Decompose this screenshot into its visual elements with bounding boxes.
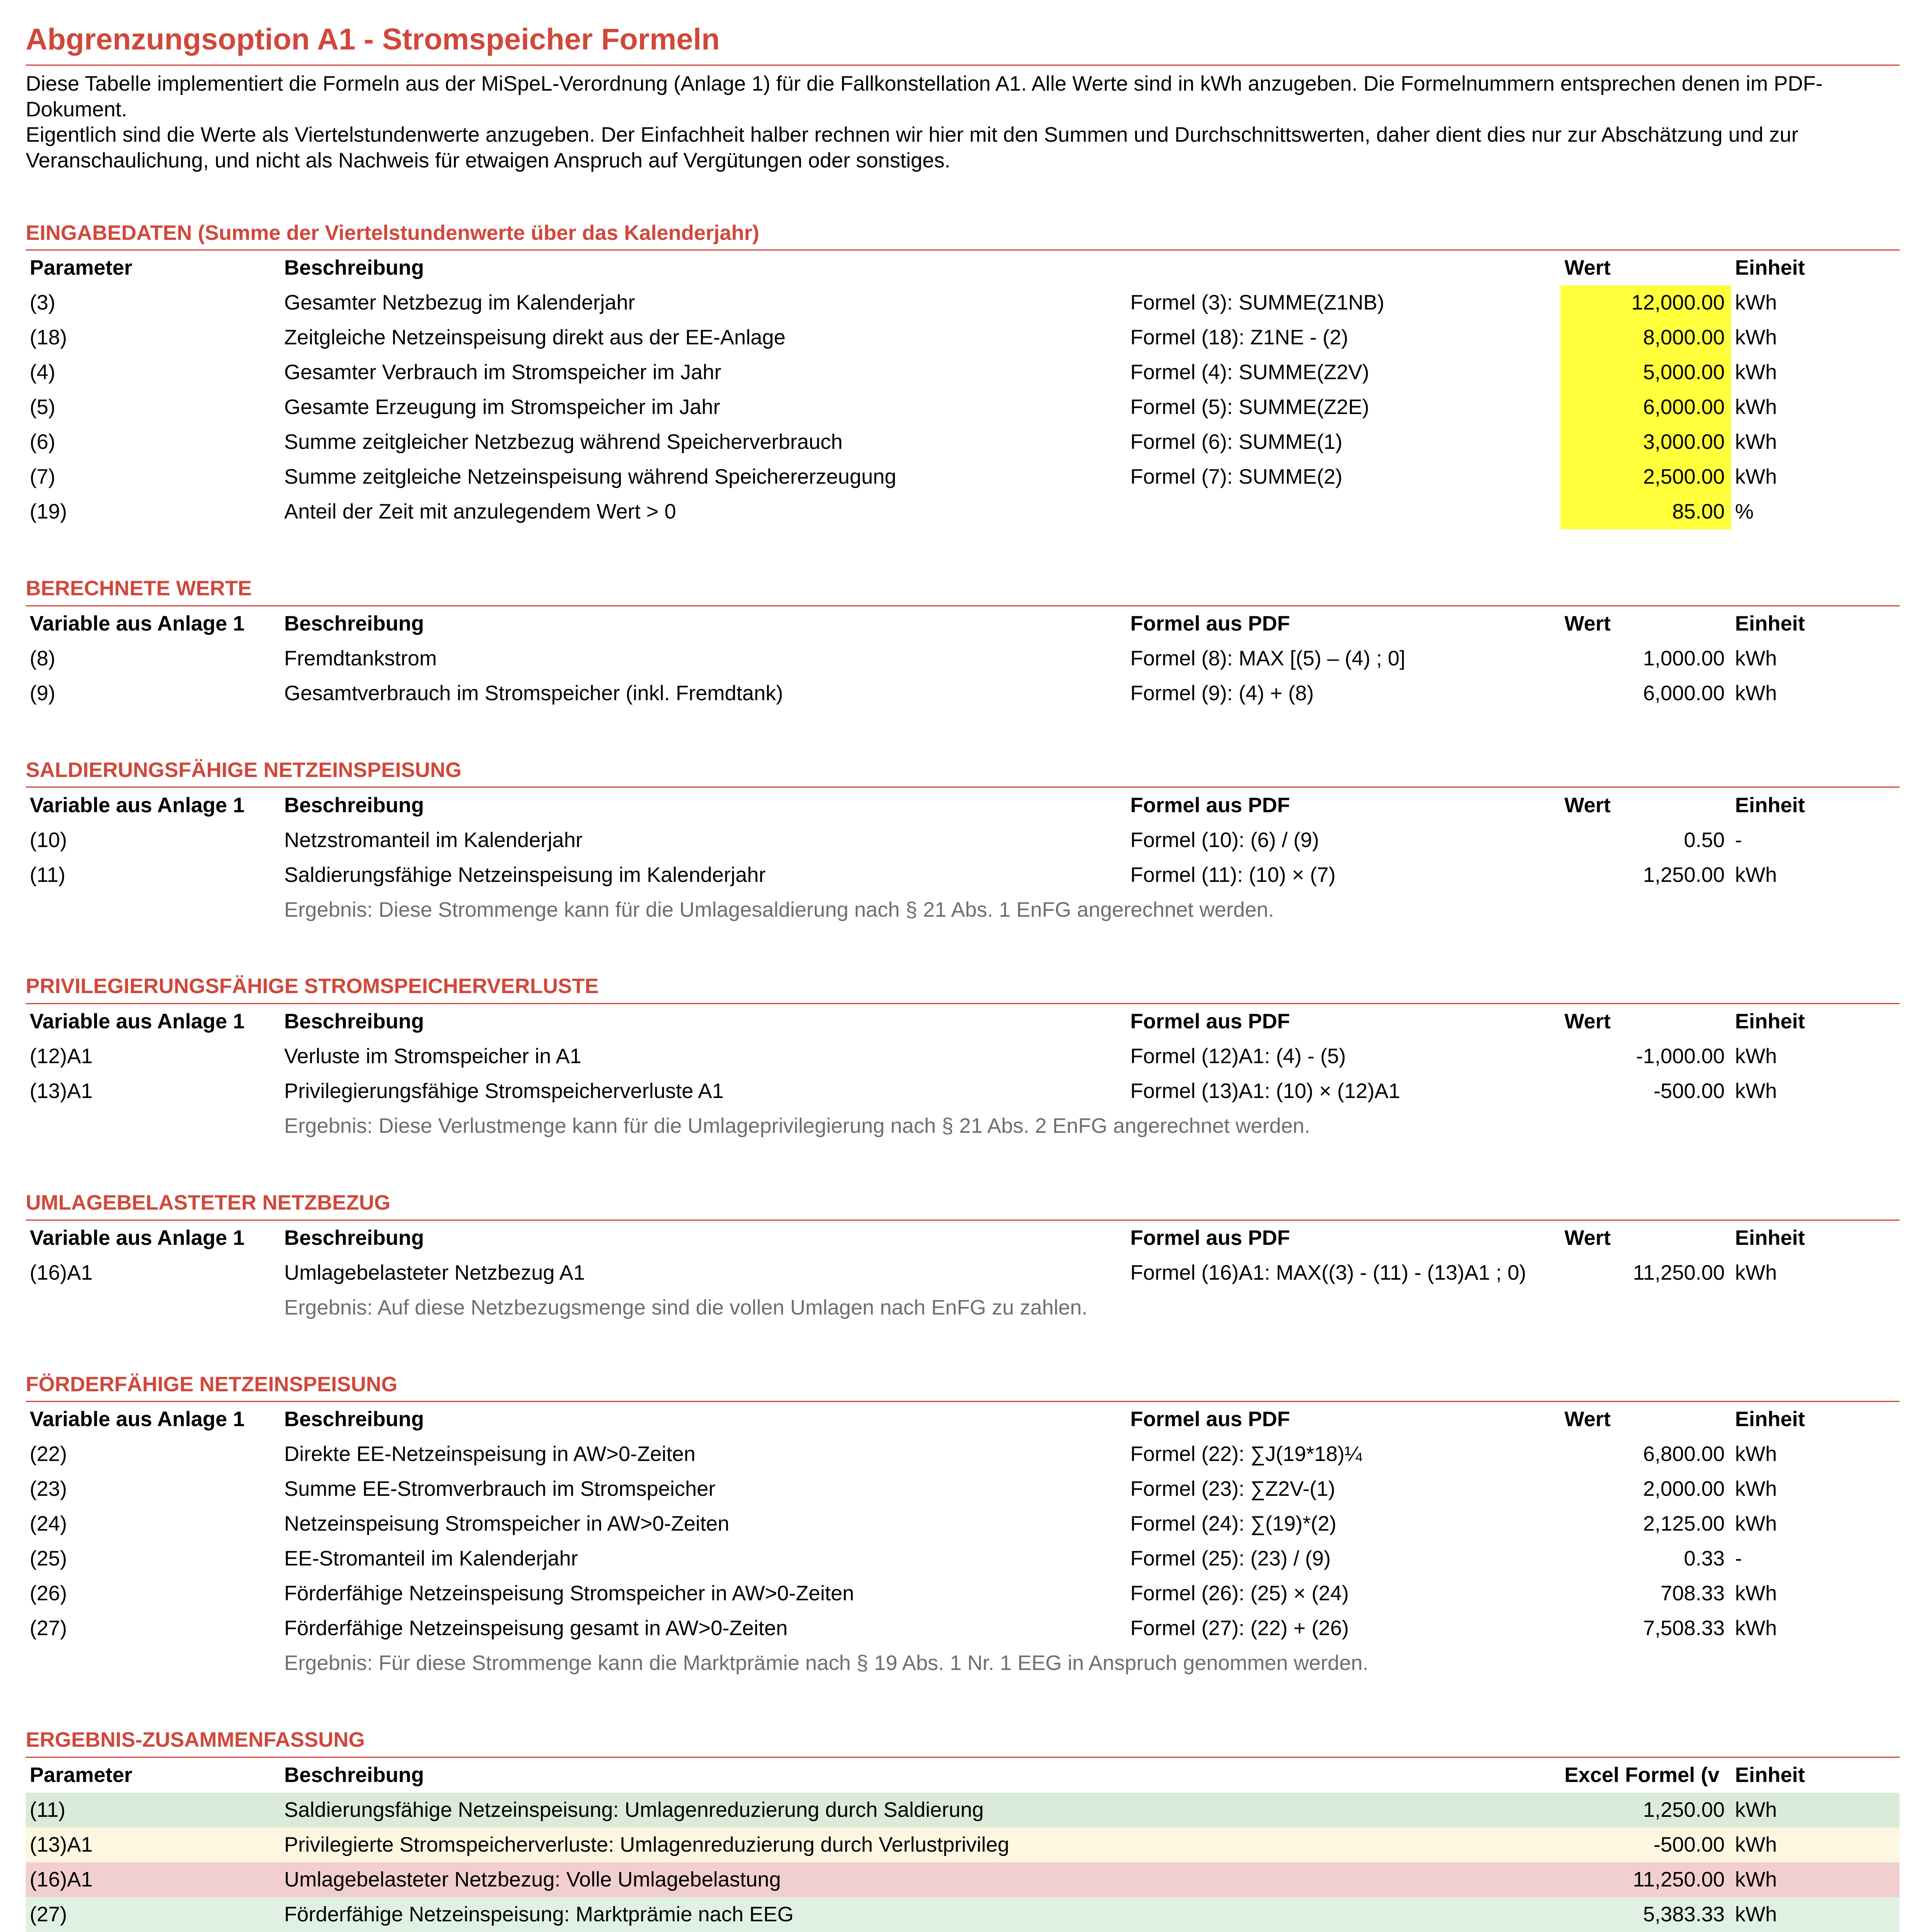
table-row — [26, 460, 1900, 494]
value-cell[interactable]: 6,000.00 — [1643, 682, 1725, 705]
unit-cell[interactable]: kWh — [1735, 1477, 1777, 1501]
result-note[interactable]: Ergebnis: Für diese Strommenge kann die Marktprämie nach § 19 Abs. 1 Nr. 1 EEG in Anspruch genommen werden. — [284, 1651, 1369, 1675]
header-cell[interactable]: Variable aus Anlage 1 — [30, 612, 245, 636]
table-row — [26, 1506, 1900, 1541]
header-cell[interactable]: Einheit — [1735, 256, 1805, 280]
value-cell[interactable]: 708.33 — [1660, 1582, 1725, 1605]
table-header-row — [26, 1758, 1900, 1793]
table-row — [26, 641, 1900, 676]
table-header-row — [26, 606, 1900, 641]
empty-cell[interactable] — [26, 1109, 280, 1144]
section-foerderung — [26, 1372, 1900, 1681]
formula-cell[interactable]: Formel (7): SUMME(2) — [1130, 465, 1342, 489]
table-header-row — [26, 1402, 1900, 1437]
header-cell[interactable]: Beschreibung — [284, 612, 424, 636]
param-cell[interactable]: (9) — [30, 682, 55, 705]
empty-cell[interactable] — [26, 1646, 280, 1681]
unit-cell[interactable]: - — [1735, 828, 1742, 852]
input-value-cell[interactable]: 2,500.00 — [1560, 460, 1731, 494]
summary-row — [26, 1897, 1900, 1932]
header-cell[interactable]: Beschreibung — [284, 256, 424, 280]
formula-cell[interactable]: Formel (25): (23) / (9) — [1130, 1547, 1331, 1571]
section-title: PRIVILEGIERUNGSFÄHIGE STROMSPEICHERVERLUSTE — [26, 974, 1900, 1004]
header-cell[interactable]: Einheit — [1735, 793, 1805, 817]
value-cell[interactable]: 0.50 — [1684, 828, 1725, 852]
value-cell[interactable]: -1,000.00 — [1636, 1045, 1725, 1068]
param-cell[interactable]: (27) — [26, 1897, 280, 1932]
table-row — [26, 285, 1900, 320]
header-cell[interactable]: Wert — [1564, 1408, 1611, 1431]
header-cell[interactable]: Excel Formel (v — [1564, 1763, 1720, 1787]
calculated-table — [26, 606, 1900, 711]
section-berechnete-werte — [26, 576, 1900, 711]
table-row — [26, 425, 1900, 460]
table-header-row — [26, 788, 1900, 823]
result-note-row — [26, 1109, 1900, 1144]
section-privilegierung — [26, 974, 1900, 1144]
section-saldierung — [26, 758, 1900, 927]
result-note-row — [26, 1646, 1900, 1681]
value-cell[interactable]: 1,250.00 — [1560, 1793, 1731, 1828]
param-cell[interactable]: (16)A1 — [30, 1261, 93, 1284]
unit-cell[interactable]: kWh — [1735, 682, 1777, 705]
header-cell[interactable]: Parameter — [30, 256, 133, 280]
input-value-cell[interactable]: 85.00 — [1560, 494, 1731, 529]
unit-cell[interactable]: kWh — [1735, 1512, 1777, 1536]
section-title: ERGEBNIS-ZUSAMMENFASSUNG — [26, 1727, 1900, 1758]
header-cell[interactable]: Formel aus PDF — [1130, 612, 1290, 636]
unit-cell[interactable]: % — [1735, 500, 1754, 524]
table-row — [26, 494, 1900, 529]
param-cell[interactable]: (6) — [30, 430, 55, 454]
unit-cell[interactable]: kWh — [1731, 1862, 1900, 1897]
table-row — [26, 1074, 1900, 1109]
unit-cell[interactable]: kWh — [1735, 863, 1777, 887]
description-cell[interactable]: Gesamter Netzbezug im Kalenderjahr — [284, 291, 635, 315]
page-title: Abgrenzungsoption A1 - Stromspeicher Formeln — [26, 21, 1900, 66]
value-cell[interactable]: 0.33 — [1684, 1547, 1725, 1571]
param-cell[interactable]: (8) — [30, 647, 55, 671]
sheet-content — [26, 21, 1900, 1932]
table-row — [26, 1576, 1900, 1611]
value-cell[interactable]: 7,508.33 — [1643, 1617, 1725, 1640]
header-cell[interactable]: Variable aus Anlage 1 — [30, 793, 245, 817]
unit-cell[interactable]: kWh — [1735, 361, 1777, 384]
header-cell[interactable]: Formel aus PDF — [1130, 1408, 1290, 1431]
unit-cell[interactable]: kWh — [1735, 1442, 1777, 1466]
description-cell[interactable]: Summe EE-Stromverbrauch im Stromspeicher — [284, 1477, 716, 1501]
formula-cell[interactable]: Formel (22): ∑J(19*18)¼ — [1130, 1442, 1362, 1466]
header-cell[interactable]: Variable aus Anlage 1 — [30, 1226, 245, 1250]
table-row — [26, 1437, 1900, 1472]
saldierung-table — [26, 788, 1900, 927]
section-title: UMLAGEBELASTETER NETZBEZUG — [26, 1190, 1900, 1221]
formula-cell[interactable]: Formel (18): Z1NE - (2) — [1130, 326, 1348, 350]
table-header-row — [26, 251, 1900, 285]
value-cell[interactable]: -500.00 — [1653, 1079, 1725, 1103]
unit-cell[interactable]: kWh — [1735, 291, 1777, 315]
header-cell[interactable]: Einheit — [1735, 1226, 1805, 1250]
input-value-cell[interactable]: 5,000.00 — [1560, 355, 1731, 390]
value-cell[interactable]: 6,800.00 — [1643, 1442, 1725, 1466]
unit-cell[interactable]: kWh — [1735, 395, 1777, 419]
header-cell[interactable]: Wert — [1564, 1010, 1611, 1033]
description-cell[interactable]: Förderfähige Netzeinspeisung Stromspeicher in AW>0-Zeiten — [284, 1582, 854, 1605]
table-row — [26, 1541, 1900, 1576]
param-cell[interactable]: (26) — [30, 1582, 67, 1605]
formula-cell[interactable]: Formel (3): SUMME(Z1NB) — [1130, 291, 1384, 315]
unit-cell[interactable]: - — [1735, 1547, 1742, 1571]
formula-cell[interactable]: Formel (10): (6) / (9) — [1130, 828, 1319, 852]
value-cell[interactable]: 5,383.33 — [1560, 1897, 1731, 1932]
input-table — [26, 251, 1900, 529]
description-cell[interactable]: Zeitgleiche Netzeinspeisung direkt aus der EE-Anlage — [284, 326, 786, 350]
intro-paragraph-2: Eigentlich sind die Werte als Viertelstundenwerte anzugeben. Der Einfachheit halber rechnen wir hier mit den Summen und Durchschnittswerten, daher dient dies nur zur Abschätzung und zur Veranschaulichung, und nicht als Nachweis für etwaigen Anspruch auf Vergütungen oder sonstiges. — [26, 123, 1799, 172]
description-cell[interactable]: Saldierungsfähige Netzeinspeisung: Umlagenreduzierung durch Saldierung — [280, 1793, 1560, 1828]
param-cell[interactable]: (27) — [30, 1617, 67, 1640]
param-cell[interactable]: (25) — [30, 1547, 67, 1571]
unit-cell[interactable]: kWh — [1735, 465, 1777, 489]
header-cell[interactable]: Einheit — [1735, 612, 1805, 636]
unit-cell[interactable]: kWh — [1735, 326, 1777, 350]
result-note[interactable]: Ergebnis: Diese Verlustmenge kann für die Umlageprivilegierung nach § 21 Abs. 2 EnFG angerechnet werden. — [284, 1114, 1310, 1138]
section-title: EINGABEDATEN (Summe der Viertelstundenwerte über das Kalenderjahr) — [26, 220, 1900, 251]
unit-cell[interactable]: kWh — [1731, 1897, 1900, 1932]
param-cell[interactable]: (11) — [30, 863, 66, 887]
formula-cell[interactable]: Formel (8): MAX [(5) – (4) ; 0] — [1130, 647, 1406, 671]
description-cell[interactable]: Umlagebelasteter Netzbezug: Volle Umlagebelastung — [280, 1862, 1560, 1897]
param-cell[interactable]: (13)A1 — [30, 1079, 93, 1103]
param-cell[interactable]: (4) — [30, 361, 55, 384]
description-cell[interactable]: Privilegierte Stromspeicherverluste: Umlagenreduzierung durch Verlustprivileg — [280, 1828, 1560, 1862]
description-cell[interactable]: Umlagebelasteter Netzbezug A1 — [284, 1261, 585, 1284]
table-row — [26, 1039, 1900, 1074]
value-cell[interactable]: 11,250.00 — [1560, 1862, 1731, 1897]
unit-cell[interactable]: kWh — [1735, 1045, 1777, 1068]
section-title: FÖRDERFÄHIGE NETZEINSPEISUNG — [26, 1372, 1900, 1402]
param-cell[interactable]: (3) — [30, 291, 55, 315]
table-row — [26, 1611, 1900, 1646]
section-ergebnis — [26, 1727, 1900, 1932]
empty-cell[interactable] — [26, 892, 280, 927]
foerder-table — [26, 1402, 1900, 1681]
unit-cell[interactable]: kWh — [1735, 647, 1777, 671]
param-cell[interactable]: (18) — [30, 326, 67, 350]
result-note[interactable]: Ergebnis: Auf diese Netzbezugsmenge sind die vollen Umlagen nach EnFG zu zahlen. — [284, 1296, 1088, 1319]
description-cell[interactable]: Gesamte Erzeugung im Stromspeicher im Jahr — [284, 395, 720, 419]
value-cell[interactable]: 2,000.00 — [1643, 1477, 1725, 1501]
table-header-row — [26, 1004, 1900, 1039]
table-row — [26, 1256, 1900, 1290]
input-value-cell[interactable]: 3,000.00 — [1560, 425, 1731, 460]
unit-cell[interactable]: kWh — [1735, 1261, 1777, 1284]
input-value-cell[interactable]: 6,000.00 — [1560, 390, 1731, 425]
description-cell[interactable]: Fremdtankstrom — [284, 647, 437, 671]
formula-cell[interactable]: Formel (5): SUMME(Z2E) — [1130, 395, 1369, 419]
header-cell[interactable]: Variable aus Anlage 1 — [30, 1408, 245, 1431]
formula-cell[interactable]: Formel (6): SUMME(1) — [1130, 430, 1342, 454]
table-header-row — [26, 1221, 1900, 1256]
input-value-cell[interactable]: 12,000.00 — [1560, 285, 1731, 320]
description-cell[interactable]: Saldierungsfähige Netzeinspeisung im Kalenderjahr — [284, 863, 766, 887]
header-cell[interactable]: Variable aus Anlage 1 — [30, 1010, 245, 1033]
header-cell[interactable]: Einheit — [1735, 1408, 1805, 1431]
header-cell[interactable]: Formel aus PDF — [1130, 1226, 1290, 1250]
section-umlage — [26, 1190, 1900, 1325]
formula-cell[interactable]: Formel (13)A1: (10) × (12)A1 — [1130, 1079, 1400, 1103]
param-cell[interactable]: (22) — [30, 1442, 67, 1466]
param-cell[interactable]: (11) — [26, 1793, 280, 1828]
param-cell[interactable]: (16)A1 — [26, 1862, 280, 1897]
header-cell[interactable]: Wert — [1564, 793, 1611, 817]
intro-paragraph-1: Diese Tabelle implementiert die Formeln aus der MiSpeL-Verordnung (Anlage 1) für die Fallkonstellation A1. Alle Werte sind in kWh anzugeben. Die Formelnummern entsprechen denen im PDF-Dokument. — [26, 72, 1823, 121]
header-cell[interactable]: Formel aus PDF — [1130, 793, 1290, 817]
summary-row — [26, 1828, 1900, 1862]
param-cell[interactable]: (19) — [30, 500, 67, 524]
description-cell[interactable]: Förderfähige Netzeinspeisung: Marktprämie nach EEG — [280, 1897, 1560, 1932]
umlage-table — [26, 1221, 1900, 1325]
value-cell[interactable]: -500.00 — [1560, 1828, 1731, 1862]
formula-cell[interactable]: Formel (9): (4) + (8) — [1130, 682, 1314, 705]
input-value-cell[interactable]: 8,000.00 — [1560, 320, 1731, 355]
table-row — [26, 823, 1900, 857]
header-cell[interactable]: Einheit — [1735, 1763, 1805, 1787]
formula-cell[interactable]: Formel (23): ∑Z2V-(1) — [1130, 1477, 1335, 1501]
description-cell[interactable]: Summe zeitgleiche Netzeinspeisung während Speichererzeugung — [284, 465, 896, 489]
section-title: SALDIERUNGSFÄHIGE NETZEINSPEISUNG — [26, 758, 1900, 788]
header-cell[interactable]: Beschreibung — [284, 793, 424, 817]
param-cell[interactable]: (12)A1 — [30, 1045, 93, 1068]
param-cell[interactable]: (7) — [30, 465, 55, 489]
description-cell[interactable]: Privilegierungsfähige Stromspeicherverluste A1 — [284, 1079, 724, 1103]
header-cell[interactable]: Beschreibung — [284, 1408, 424, 1431]
formula-cell[interactable]: Formel (16)A1: MAX((3) - (11) - (13)A1 ; 0) — [1130, 1261, 1526, 1284]
formula-cell[interactable]: Formel (11): (10) × (7) — [1130, 863, 1336, 887]
formula-cell[interactable] — [1126, 494, 1560, 529]
param-cell[interactable]: (24) — [30, 1512, 67, 1536]
header-cell[interactable]: Wert — [1564, 1226, 1611, 1250]
param-cell[interactable]: (13)A1 — [26, 1828, 280, 1862]
description-cell[interactable]: EE-Stromanteil im Kalenderjahr — [284, 1547, 578, 1571]
table-row — [26, 390, 1900, 425]
value-cell[interactable]: 1,000.00 — [1643, 647, 1725, 671]
header-cell[interactable]: Beschreibung — [284, 1763, 424, 1787]
description-cell[interactable]: Förderfähige Netzeinspeisung gesamt in AW>0-Zeiten — [284, 1617, 788, 1640]
param-cell[interactable]: (10) — [30, 828, 67, 852]
header-cell[interactable]: Wert — [1564, 256, 1611, 280]
header-cell[interactable] — [1126, 1758, 1560, 1793]
description-cell[interactable]: Verluste im Stromspeicher in A1 — [284, 1045, 582, 1068]
description-cell[interactable]: Direkte EE-Netzeinspeisung in AW>0-Zeiten — [284, 1442, 696, 1466]
unit-cell[interactable]: kWh — [1731, 1828, 1900, 1862]
section-eingabedaten — [26, 220, 1900, 530]
value-cell[interactable]: 2,125.00 — [1643, 1512, 1725, 1536]
formula-cell[interactable]: Formel (12)A1: (4) - (5) — [1130, 1045, 1346, 1068]
result-note-row — [26, 892, 1900, 927]
unit-cell[interactable]: kWh — [1735, 1617, 1777, 1640]
unit-cell[interactable]: kWh — [1735, 1582, 1777, 1605]
unit-cell[interactable]: kWh — [1731, 1793, 1900, 1828]
summary-table — [26, 1758, 1900, 1932]
privileg-table — [26, 1004, 1900, 1144]
formula-cell[interactable]: Formel (4): SUMME(Z2V) — [1130, 361, 1369, 384]
table-row — [26, 320, 1900, 355]
description-cell[interactable]: Gesamtverbrauch im Stromspeicher (inkl. Fremdtank) — [284, 682, 783, 705]
header-cell[interactable]: Formel aus PDF — [1130, 1010, 1290, 1033]
table-row — [26, 857, 1900, 892]
result-note[interactable]: Ergebnis: Diese Strommenge kann für die Umlagesaldierung nach § 21 Abs. 1 EnFG angerechnet werden. — [284, 898, 1274, 921]
header-cell[interactable] — [1126, 251, 1560, 285]
header-cell[interactable]: Parameter — [30, 1763, 133, 1787]
result-note-row — [26, 1290, 1900, 1325]
param-cell[interactable]: (23) — [30, 1477, 67, 1501]
header-cell[interactable]: Einheit — [1735, 1010, 1805, 1033]
summary-row — [26, 1862, 1900, 1897]
description-cell[interactable]: Netzeinspeisung Stromspeicher in AW>0-Zeiten — [284, 1512, 729, 1536]
unit-cell[interactable]: kWh — [1735, 1079, 1777, 1103]
table-row — [26, 1472, 1900, 1506]
value-cell[interactable]: 1,250.00 — [1643, 863, 1725, 887]
value-cell[interactable]: 11,250.00 — [1633, 1261, 1725, 1284]
section-title: BERECHNETE WERTE — [26, 576, 1900, 606]
empty-cell[interactable] — [26, 1290, 280, 1325]
param-cell[interactable]: (5) — [30, 395, 55, 419]
header-cell[interactable]: Beschreibung — [284, 1010, 424, 1033]
table-row — [26, 676, 1900, 711]
description-cell[interactable]: Anteil der Zeit mit anzulegendem Wert > 0 — [284, 500, 676, 524]
unit-cell[interactable]: kWh — [1735, 430, 1777, 454]
formula-cell[interactable]: Formel (26): (25) × (24) — [1130, 1582, 1349, 1605]
description-cell[interactable]: Summe zeitgleicher Netzbezug während Speicherverbrauch — [284, 430, 843, 454]
summary-row — [26, 1793, 1900, 1828]
description-cell[interactable]: Netzstromanteil im Kalenderjahr — [284, 828, 583, 852]
formula-cell[interactable]: Formel (24): ∑(19)*(2) — [1130, 1512, 1336, 1536]
intro-text — [26, 71, 1900, 174]
formula-cell[interactable]: Formel (27): (22) + (26) — [1130, 1617, 1349, 1640]
header-cell[interactable]: Beschreibung — [284, 1226, 424, 1250]
header-cell[interactable]: Wert — [1564, 612, 1611, 636]
table-row — [26, 355, 1900, 390]
description-cell[interactable]: Gesamter Verbrauch im Stromspeicher im Jahr — [284, 361, 721, 384]
